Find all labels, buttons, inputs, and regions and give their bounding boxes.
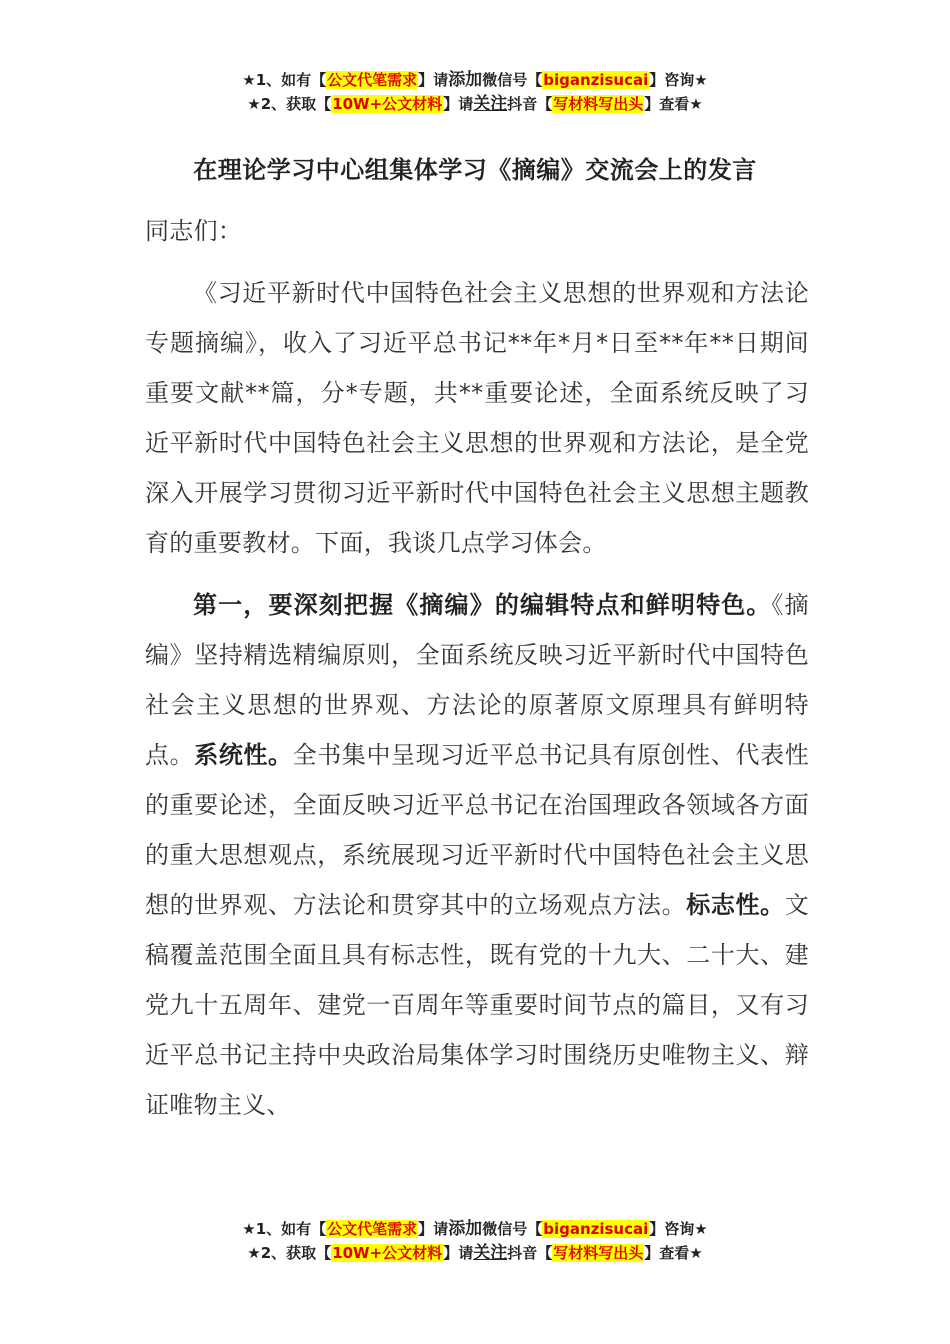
banner-highlight-douyin: 写材料写出头 <box>553 95 644 113</box>
banner-highlight-wechat-id: biganzisucai <box>543 71 649 89</box>
banner-text: 】请 <box>443 95 474 113</box>
paragraph-text: 全书集中呈现习近平总书记具有原创性、代表性的重要论述，全面反映习近平总书记在治国理政各领域各方面的重大思想观点，系统展现习近平新时代中国特色社会主义思想的世界观、方法论和贯穿其中的立场观点方法。 <box>145 741 809 919</box>
banner-text: ★1、如有【 <box>242 71 327 89</box>
banner-highlight-service: 公文代笔需求 <box>327 1220 418 1238</box>
banner-highlight-materials: 10W+公文材料 <box>332 95 443 113</box>
bottom-banner <box>0 1217 950 1265</box>
banner-text: ★2、获取【 <box>247 1244 332 1262</box>
paragraph-text: 文稿覆盖范围全面且具有标志性，既有党的十九大、二十大、建党九十五周年、建党一百周年等重要时间节点的篇目，又有习近平总书记主持中央政治局集体学习时围绕历史唯物主义、辩证唯物主义、 <box>145 891 809 1119</box>
banner-text: 】咨询★ <box>649 1220 708 1238</box>
document-title: 在理论学习中心组集体学习《摘编》交流会上的发言 <box>193 156 757 184</box>
banner-text-follow: 关注 <box>473 94 508 114</box>
banner-text: 微信号【 <box>482 1220 543 1238</box>
banner-text-add: 添加 <box>448 1219 483 1239</box>
paragraph-text: 《摘编》坚持精选精编原则，全面系统反映习近平新时代中国特色社会主义思想的世界观、方法论的原著原文原理具有鲜明特点。 <box>145 591 809 769</box>
banner-highlight-materials: 10W+公文材料 <box>332 1244 443 1262</box>
banner-line-1 <box>0 68 950 92</box>
banner-text: 】咨询★ <box>649 71 708 89</box>
banner-text: 抖音【 <box>507 1244 553 1262</box>
keyword-landmark: 标志性。 <box>686 891 785 919</box>
banner-text: 】查看★ <box>644 1244 703 1262</box>
paragraph-intro: 《习近平新时代中国特色社会主义思想的世界观和方法论专题摘编》，收入了习近平总书记**年*月*日至**年**日期间重要文献**篇，分*专题，共**重要论述，全面系统反映了习近平新时代中国特色社会主义思想的世界观和方法论，是全党深入开展学习贯彻习近平新时代中国特色社会主义思想主题教育的重要教材。下面，我谈几点学习体会。 <box>145 279 809 557</box>
banner-line-1 <box>0 1217 950 1241</box>
banner-text: 】请 <box>418 1220 449 1238</box>
document-body <box>145 206 809 1142</box>
banner-highlight-douyin: 写材料写出头 <box>553 1244 644 1262</box>
banner-text: ★2、获取【 <box>247 95 332 113</box>
paragraph-first-point <box>145 580 809 1130</box>
banner-line-2 <box>0 1241 950 1265</box>
banner-text: 微信号【 <box>482 71 543 89</box>
banner-text: 】查看★ <box>644 95 703 113</box>
banner-text: 抖音【 <box>507 95 553 113</box>
banner-highlight-wechat-id: biganzisucai <box>543 1220 649 1238</box>
banner-highlight-service: 公文代笔需求 <box>327 71 418 89</box>
top-banner <box>0 68 950 116</box>
banner-line-2 <box>0 92 950 116</box>
point-heading: 第一，要深刻把握《摘编》的编辑特点和鲜明特色。 <box>193 591 772 619</box>
banner-text: 】请 <box>443 1244 474 1262</box>
banner-text-follow: 关注 <box>473 1243 508 1263</box>
salutation: 同志们： <box>145 217 243 245</box>
banner-text: ★1、如有【 <box>242 1220 327 1238</box>
keyword-systematic: 系统性。 <box>194 741 293 769</box>
banner-text-add: 添加 <box>448 70 483 90</box>
banner-text: 】请 <box>418 71 449 89</box>
